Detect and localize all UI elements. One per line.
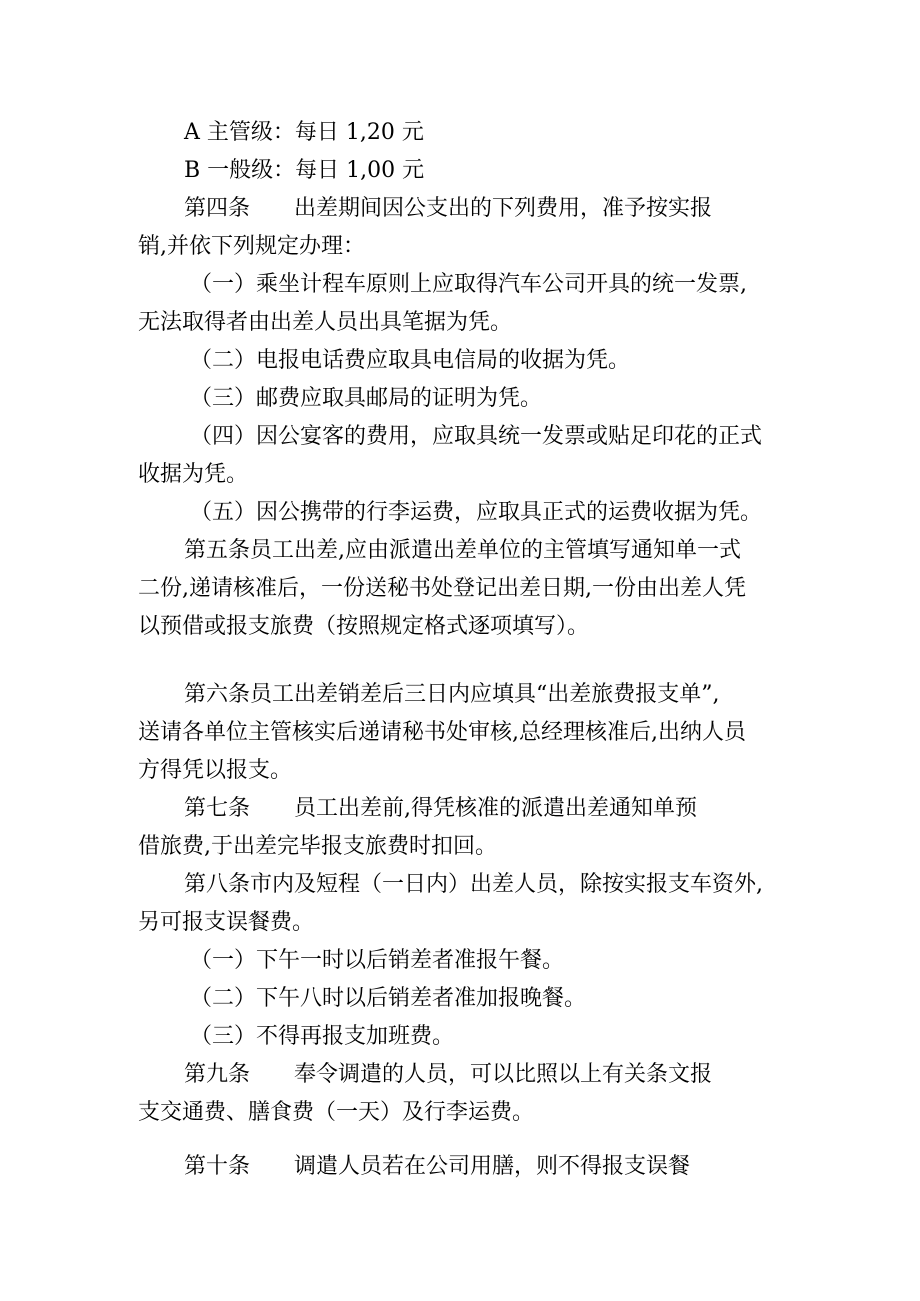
item-4-continued: 收据为凭。 xyxy=(138,462,249,487)
article-4-continued: 销,并依下列规定办理： xyxy=(138,234,365,259)
article-8-item-3: （三）不得再报支加班费。 xyxy=(190,1024,455,1049)
line-rate-general: B 一般级：每日 1,00 元 xyxy=(184,158,425,183)
article-9: 第九条 奉令调遣的人员，可以比照以上有关条文报 xyxy=(184,1062,713,1087)
article-5-line-2: 二份,递请核准后，一份送秘书处登记出差日期,一份由出差人凭 xyxy=(138,576,746,601)
article-8-continued: 另可报支误餐费。 xyxy=(138,910,315,935)
item-1: （一）乘坐计程车原则上应取得汽车公司开具的统一发票, xyxy=(190,272,747,297)
item-3: （三）邮费应取具邮局的证明为凭。 xyxy=(190,386,543,411)
article-5: 第五条员工出差,应由派遣出差单位的主管填写通知单一式 xyxy=(184,538,741,563)
article-8-item-1: （一）下午一时以后销差者准报午餐。 xyxy=(190,948,565,973)
article-5-line-3: 以预借或报支旅费（按照规定格式逐项填写）。 xyxy=(138,614,590,639)
article-6-line-2: 送请各单位主管核实后递请秘书处审核,总经理核准后,出纳人员 xyxy=(138,720,746,745)
article-6: 第六条员工出差销差后三日内应填具“出差旅费报支单”, xyxy=(184,682,720,707)
item-4: （四）因公宴客的费用，应取具统一发票或贴足印花的正式 xyxy=(190,424,763,449)
article-9-continued: 支交通费、膳食费（一天）及行李运费。 xyxy=(138,1100,535,1125)
article-8-item-2: （二）下午八时以后销差者准加报晚餐。 xyxy=(190,986,587,1011)
article-7: 第七条 员工出差前,得凭核准的派遣出差通知单预 xyxy=(184,796,697,821)
line-rate-supervisor: A 主管级：每日 1,20 元 xyxy=(184,120,424,145)
article-8: 第八条市内及短程（一日内）出差人员，除按实报支车资外, xyxy=(184,872,763,897)
article-4-heading: 第四条 出差期间因公支出的下列费用，准予按实报 xyxy=(184,196,713,221)
item-1-continued: 无法取得者由出差人员出具笔据为凭。 xyxy=(138,310,513,335)
article-7-continued: 借旅费,于出差完毕报支旅费时扣回。 xyxy=(138,834,497,859)
article-6-line-3: 方得凭以报支。 xyxy=(138,758,293,783)
item-5: （五）因公携带的行李运费，应取具正式的运费收据为凭。 xyxy=(190,500,763,525)
article-10: 第十条 调遣人员若在公司用膳，则不得报支误餐 xyxy=(184,1154,691,1179)
item-2: （二）电报电话费应取具电信局的收据为凭。 xyxy=(190,348,631,373)
